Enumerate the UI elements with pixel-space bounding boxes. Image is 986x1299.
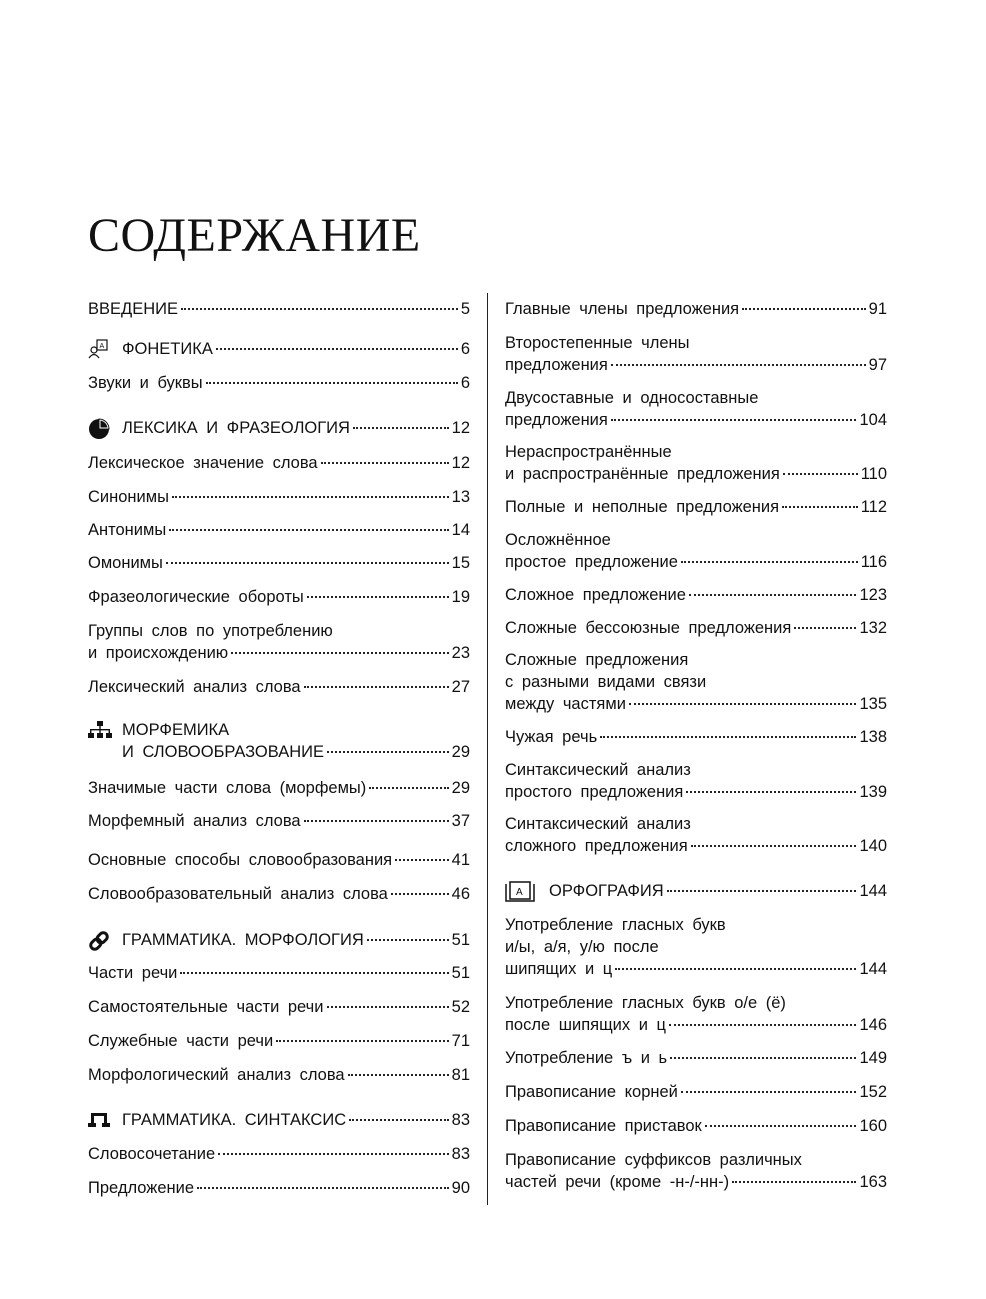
toc-entry-line: Группы слов по употреблению [88, 622, 333, 640]
dot-leader [321, 462, 449, 464]
toc-entry[interactable] [88, 486, 470, 508]
toc-entry-label: И СЛОВООБРАЗОВАНИЕ [122, 743, 325, 761]
dot-leader [611, 364, 866, 366]
toc-page-number: 51 [451, 931, 470, 949]
dot-leader [369, 787, 448, 789]
dot-leader [670, 1057, 856, 1059]
dot-leader [307, 596, 449, 598]
dot-leader [732, 1181, 856, 1183]
toc-page-number: 83 [451, 1145, 470, 1163]
dot-leader [327, 1006, 449, 1008]
dot-leader [782, 506, 858, 508]
toc-entry[interactable] [88, 810, 470, 832]
toc-entry-label: Лексическое значение слова [88, 454, 318, 472]
dot-leader [276, 1040, 448, 1042]
toc-entry[interactable] [88, 676, 470, 698]
toc-entry[interactable] [88, 586, 470, 608]
toc-page-number: 12 [451, 454, 470, 472]
toc-entry-label: и распространённые предложения [505, 465, 780, 483]
toc-page-number: 37 [451, 812, 470, 830]
toc-page-number: 81 [451, 1066, 470, 1084]
dot-leader [231, 652, 448, 654]
toc-page-number: 160 [859, 1117, 887, 1135]
morphemics-tree-icon [88, 720, 110, 740]
toc-entry-label: частей речи (кроме -н-/-нн-) [505, 1173, 730, 1191]
dot-leader [218, 1153, 448, 1155]
dot-leader [794, 627, 856, 629]
dot-leader [611, 419, 857, 421]
toc-entry-label: и происхождению [88, 644, 229, 662]
toc-entry-line: и/ы, а/я, у/ю после [505, 938, 659, 956]
column-divider [487, 293, 488, 1205]
toc-section-entry[interactable] [88, 338, 470, 360]
toc-page-number: 140 [859, 837, 887, 855]
toc-page-number: 15 [451, 554, 470, 572]
dot-leader [304, 686, 449, 688]
toc-page-number: 83 [451, 1111, 470, 1129]
dot-leader [615, 968, 856, 970]
toc-entry-label: ВВЕДЕНИЕ [88, 300, 178, 318]
svg-text:A: A [99, 343, 105, 350]
toc-entry-label: ГРАММАТИКА. МОРФОЛОГИЯ [122, 931, 364, 949]
dot-leader [395, 859, 449, 861]
dot-leader [686, 791, 856, 793]
toc-entry-label: сложного предложения [505, 837, 688, 855]
toc-page-number: 6 [460, 340, 470, 358]
toc-entry-label: Части речи [88, 964, 178, 982]
dot-leader [367, 939, 449, 941]
toc-page-number: 51 [451, 964, 470, 982]
toc-entry-label: Синонимы [88, 488, 169, 506]
dot-leader [391, 893, 449, 895]
toc-entry[interactable] [505, 1149, 887, 1193]
dot-leader [669, 1024, 857, 1026]
syntax-bracket-icon [88, 1110, 110, 1130]
dot-leader [304, 820, 449, 822]
toc-entry-line: Употребление гласных букв о/е (ё) [505, 994, 786, 1012]
toc-entry-line: Синтаксический анализ [505, 815, 691, 833]
toc-entry-label: Предложение [88, 1179, 195, 1197]
toc-page-number: 123 [859, 586, 887, 604]
chain-link-icon [88, 930, 110, 950]
toc-entry[interactable] [88, 298, 470, 320]
toc-entry[interactable] [505, 914, 887, 980]
toc-entry-line: МОРФЕМИКА [122, 721, 230, 739]
toc-entry-label: Фразеологические обороты [88, 588, 304, 606]
toc-entry-line: Правописание суффиксов различных [505, 1151, 802, 1169]
toc-section-entry[interactable] [88, 719, 470, 763]
dot-leader [353, 427, 449, 429]
phonetics-icon [88, 339, 110, 359]
dot-leader [327, 751, 449, 753]
toc-entry[interactable] [505, 584, 887, 606]
dot-leader [216, 348, 458, 350]
toc-entry[interactable] [505, 441, 887, 485]
toc-entry[interactable] [505, 529, 887, 573]
toc-entry-label: Словосочетание [88, 1145, 216, 1163]
toc-entry-label: ОРФОГРАФИЯ [549, 882, 664, 900]
toc-page-number: 144 [859, 960, 887, 978]
toc-entry[interactable] [505, 387, 887, 431]
dot-leader [172, 496, 449, 498]
toc-entry[interactable] [505, 1115, 887, 1137]
toc-entry[interactable] [505, 759, 887, 803]
toc-entry[interactable] [505, 992, 887, 1036]
toc-entry-label: шипящих и ц [505, 960, 613, 978]
toc-entry-label: Служебные части речи [88, 1032, 274, 1050]
toc-entry-label: после шипящих и ц [505, 1016, 666, 1034]
toc-page-number: 163 [859, 1173, 887, 1191]
toc-entry[interactable] [88, 777, 470, 799]
dot-leader [667, 890, 857, 892]
toc-entry-label: Полные и неполные предложения [505, 498, 780, 516]
dot-leader [169, 529, 448, 531]
book-icon [505, 881, 527, 901]
toc-page-number: 90 [451, 1179, 470, 1197]
toc-entry-label: Чужая речь [505, 728, 598, 746]
toc-entry-label: Правописание приставок [505, 1117, 702, 1135]
page-title: СОДЕРЖАНИЕ [88, 209, 421, 262]
toc-entry[interactable] [88, 962, 470, 984]
toc-page-number: 116 [860, 553, 887, 571]
toc-page-number: 19 [451, 588, 470, 606]
dot-leader [348, 1074, 449, 1076]
toc-entry[interactable] [505, 649, 887, 715]
dot-leader [197, 1187, 449, 1189]
toc-entry-label: Сложное предложение [505, 586, 686, 604]
toc-page-number: 6 [460, 374, 470, 392]
toc-entry-label: Морфологический анализ слова [88, 1066, 345, 1084]
toc-page-number: 13 [451, 488, 470, 506]
dot-leader [691, 845, 857, 847]
dot-leader [180, 972, 448, 974]
toc-entry[interactable] [505, 617, 887, 639]
dot-leader [600, 736, 856, 738]
toc-entry[interactable] [88, 883, 470, 905]
toc-entry-label: Главные члены предложения [505, 300, 740, 318]
dot-leader [629, 703, 857, 705]
toc-page-number: 110 [860, 465, 887, 483]
toc-page-number: 97 [868, 356, 887, 374]
toc-entry[interactable] [505, 1081, 887, 1103]
toc-entry-label: Лексический анализ слова [88, 678, 301, 696]
toc-page-number: 139 [859, 783, 887, 801]
toc-entry-label: Сложные бессоюзные предложения [505, 619, 792, 637]
toc-page-number: 146 [859, 1016, 887, 1034]
toc-page-number: 71 [451, 1032, 470, 1050]
toc-entry-line: с разными видами связи [505, 673, 707, 691]
toc-page-number: 138 [859, 728, 887, 746]
toc-page-number: 41 [451, 851, 470, 869]
toc-entry-label: предложения [505, 356, 608, 374]
toc-entry-line: Нераспространённые [505, 443, 672, 461]
toc-entry-line: Второстепенные члены [505, 334, 690, 352]
toc-entry[interactable] [505, 813, 887, 857]
toc-entry-label: Антонимы [88, 521, 167, 539]
toc-page-number: 135 [859, 695, 887, 713]
toc-entry-label: Значимые части слова (морфемы) [88, 779, 367, 797]
toc-entry-line: Синтаксический анализ [505, 761, 691, 779]
toc-entry[interactable] [88, 996, 470, 1018]
toc-page-number: 23 [451, 644, 470, 662]
toc-entry[interactable] [88, 519, 470, 541]
toc-entry-label: Словообразовательный анализ слова [88, 885, 388, 903]
toc-section-entry[interactable] [88, 929, 470, 951]
toc-entry-label: между частями [505, 695, 626, 713]
dot-leader [349, 1119, 449, 1121]
toc-section-entry[interactable] [88, 417, 470, 439]
dot-leader [181, 308, 458, 310]
toc-entry[interactable] [88, 1030, 470, 1052]
toc-entry-label: Основные способы словообразования [88, 851, 393, 869]
toc-entry-line: Употребление гласных букв [505, 916, 726, 934]
svg-text:A: A [516, 887, 523, 898]
dot-leader [742, 308, 866, 310]
dot-leader [681, 561, 858, 563]
toc-entry-label: Самостоятельные части речи [88, 998, 324, 1016]
toc-page-number: 149 [859, 1049, 887, 1067]
toc-page-number: 152 [859, 1083, 887, 1101]
toc-entry-label: ФОНЕТИКА [122, 340, 213, 358]
toc-entry-label: ЛЕКСИКА И ФРАЗЕОЛОГИЯ [122, 419, 350, 437]
toc-page-number: 12 [451, 419, 470, 437]
toc-entry-label: предложения [505, 411, 608, 429]
toc-page-number: 52 [451, 998, 470, 1016]
toc-page-number: 14 [451, 521, 470, 539]
toc-page-number: 29 [451, 779, 470, 797]
toc-entry-label: Правописание корней [505, 1083, 678, 1101]
dot-leader [783, 473, 858, 475]
toc-entry[interactable] [505, 726, 887, 748]
toc-page-number: 5 [460, 300, 470, 318]
toc-page-number: 27 [451, 678, 470, 696]
toc-entry[interactable] [88, 620, 470, 664]
toc-entry[interactable] [505, 1047, 887, 1069]
toc-page-number: 144 [859, 882, 887, 900]
toc-entry-line: Осложнённое [505, 531, 611, 549]
toc-entry[interactable] [88, 849, 470, 871]
toc-entry[interactable] [88, 1064, 470, 1086]
toc-page-number: 112 [860, 498, 887, 516]
toc-section-entry[interactable] [88, 1109, 470, 1131]
toc-entry[interactable] [505, 496, 887, 518]
toc-entry-label: простого предложения [505, 783, 684, 801]
dot-leader [689, 594, 857, 596]
toc-entry[interactable] [88, 452, 470, 474]
toc-page-number: 104 [859, 411, 887, 429]
toc-entry-label: простое предложение [505, 553, 678, 571]
toc-entry-label: Морфемный анализ слова [88, 812, 301, 830]
toc-page-number: 46 [451, 885, 470, 903]
toc-page-number: 132 [859, 619, 887, 637]
toc-entry[interactable] [88, 1143, 470, 1165]
toc-entry-label: Омонимы [88, 554, 163, 572]
dot-leader [705, 1125, 857, 1127]
toc-entry-label: Звуки и буквы [88, 374, 203, 392]
toc-entry-line: Двусоставные и односоставные [505, 389, 759, 407]
toc-entry-label: ГРАММАТИКА. СИНТАКСИС [122, 1111, 347, 1129]
toc-entry[interactable] [88, 552, 470, 574]
toc-entry[interactable] [88, 1177, 470, 1199]
toc-entry-line: Сложные предложения [505, 651, 689, 669]
lexicon-pie-icon [88, 418, 110, 438]
toc-section-entry[interactable] [505, 880, 887, 902]
dot-leader [166, 562, 449, 564]
toc-page-number: 29 [451, 743, 470, 761]
toc-entry[interactable] [88, 372, 470, 394]
dot-leader [681, 1091, 857, 1093]
toc-page-number: 91 [868, 300, 887, 318]
toc-entry[interactable] [505, 332, 887, 376]
dot-leader [206, 382, 458, 384]
toc-entry-label: Употребление ъ и ь [505, 1049, 668, 1067]
toc-entry[interactable] [505, 298, 887, 320]
